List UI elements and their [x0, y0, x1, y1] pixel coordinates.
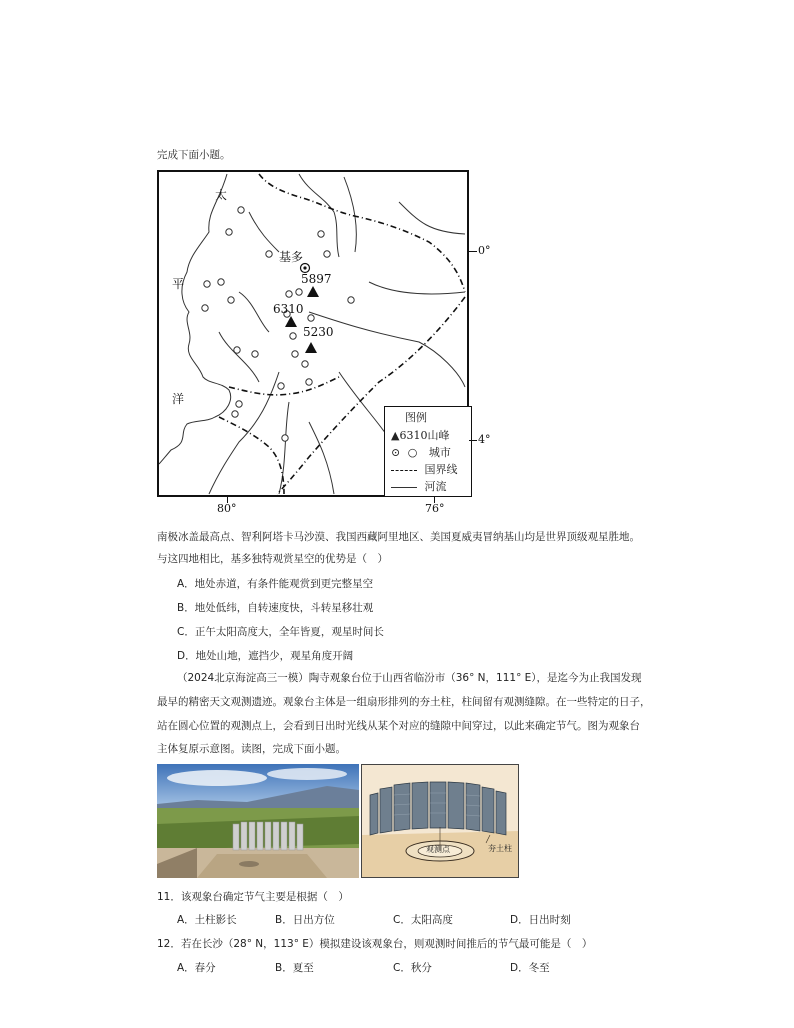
- capital-icon: ⊙: [391, 446, 401, 459]
- tick-80: [227, 497, 228, 503]
- q12-option-a: A．春分: [177, 962, 216, 974]
- lon-label-80: 80°: [217, 502, 237, 515]
- sketch-label-pillar: 夯土柱: [488, 844, 512, 853]
- map-label-yang: 洋: [172, 392, 185, 406]
- ecuador-map: [157, 170, 469, 497]
- q10-option-d: D．地处山地，遮挡少，观星角度开阔: [177, 650, 354, 662]
- q11-option-b: B．日出方位: [275, 914, 335, 926]
- q12-option-c: C．秋分: [393, 962, 432, 974]
- q11-stem: 11．该观象台确定节气主要是根据（ ）: [157, 891, 349, 903]
- legend-border-label: 国界线: [424, 463, 458, 476]
- intro-text: 完成下面小题。: [157, 149, 231, 161]
- legend-peak-row: [391, 427, 449, 443]
- map-legend: [384, 406, 472, 497]
- passage-line1: （2024北京海淀高三一模）陶寺观象台位于山西省临汾市（36° N，111° E），是迄今为止我国发现: [177, 672, 642, 684]
- tick-4: [469, 440, 477, 441]
- peak-label-5897: 5897: [301, 272, 332, 286]
- lat-label-0: 0°: [478, 244, 491, 257]
- legend-river-row: [391, 478, 447, 494]
- legend-river-label: 河流: [424, 480, 447, 493]
- q12-option-d: D．冬至: [510, 962, 550, 974]
- q10-option-a: A．地处赤道，有条件能观赏到更完整星空: [177, 578, 374, 590]
- peak-label-5230: 5230: [303, 325, 334, 339]
- peak-icon: ▲: [391, 429, 400, 442]
- q12-option-b: B．夏至: [275, 962, 314, 974]
- passage-line2: 最早的精密天文观测遗迹。观象台主体是一组扇形排列的夯土柱，柱间留有观测缝隙。在一些特定的日子，: [157, 696, 651, 708]
- peak-label-6310: 6310: [273, 302, 304, 316]
- q10-stem-line2: 与这四地相比，基多独特观赏星空的优势是（ ）: [157, 553, 388, 565]
- river-line-icon: [391, 487, 417, 488]
- city-icon: ○: [407, 446, 418, 459]
- legend-border-row: [391, 461, 458, 477]
- lat-label-4: 4°: [478, 433, 491, 446]
- legend-city-row: [391, 444, 451, 460]
- observatory-sketch: [361, 764, 519, 878]
- q11-option-d: D．日出时刻: [510, 914, 571, 926]
- passage-line3: 站在圆心位置的观测点上，会看到日出时光线从某个对应的缝隙中间穿过，以此来确定节气。图为观象台: [157, 720, 640, 732]
- q10-option-c: C．正午太阳高度大，全年皆夏，观星时间长: [177, 626, 384, 638]
- q10-option-b: B．地处低纬，自转速度快，斗转星移壮观: [177, 602, 374, 614]
- q11-option-a: A．土柱影长: [177, 914, 237, 926]
- q11-option-c: C．太阳高度: [393, 914, 453, 926]
- tick-0: [469, 251, 477, 252]
- q12-stem: 12．若在长沙（28° N，113° E）模拟建设该观象台，则观测时间推后的节气最可能是（ ）: [157, 938, 593, 950]
- observatory-photo: [157, 764, 359, 878]
- city-label-quito: 基多: [279, 250, 304, 264]
- legend-city-label: 城市: [428, 446, 451, 459]
- legend-peak-label: 6310山峰: [399, 429, 450, 442]
- border-line-icon: [391, 470, 417, 471]
- lon-label-76: 76°: [425, 502, 445, 515]
- q10-stem-line1: 南极冰盖最高点、智利阿塔卡马沙漠、我国西藏阿里地区、美国夏威夷冒纳基山均是世界顶级观星胜地。: [157, 531, 640, 543]
- tick-76: [434, 497, 435, 503]
- sketch-label-point: 观测点: [426, 845, 450, 854]
- map-label-ping: 平: [172, 277, 185, 291]
- legend-title: 图例: [405, 411, 427, 424]
- passage-line4: 主体复原示意图。读图，完成下面小题。: [157, 743, 346, 755]
- map-label-tai: 太: [215, 188, 228, 202]
